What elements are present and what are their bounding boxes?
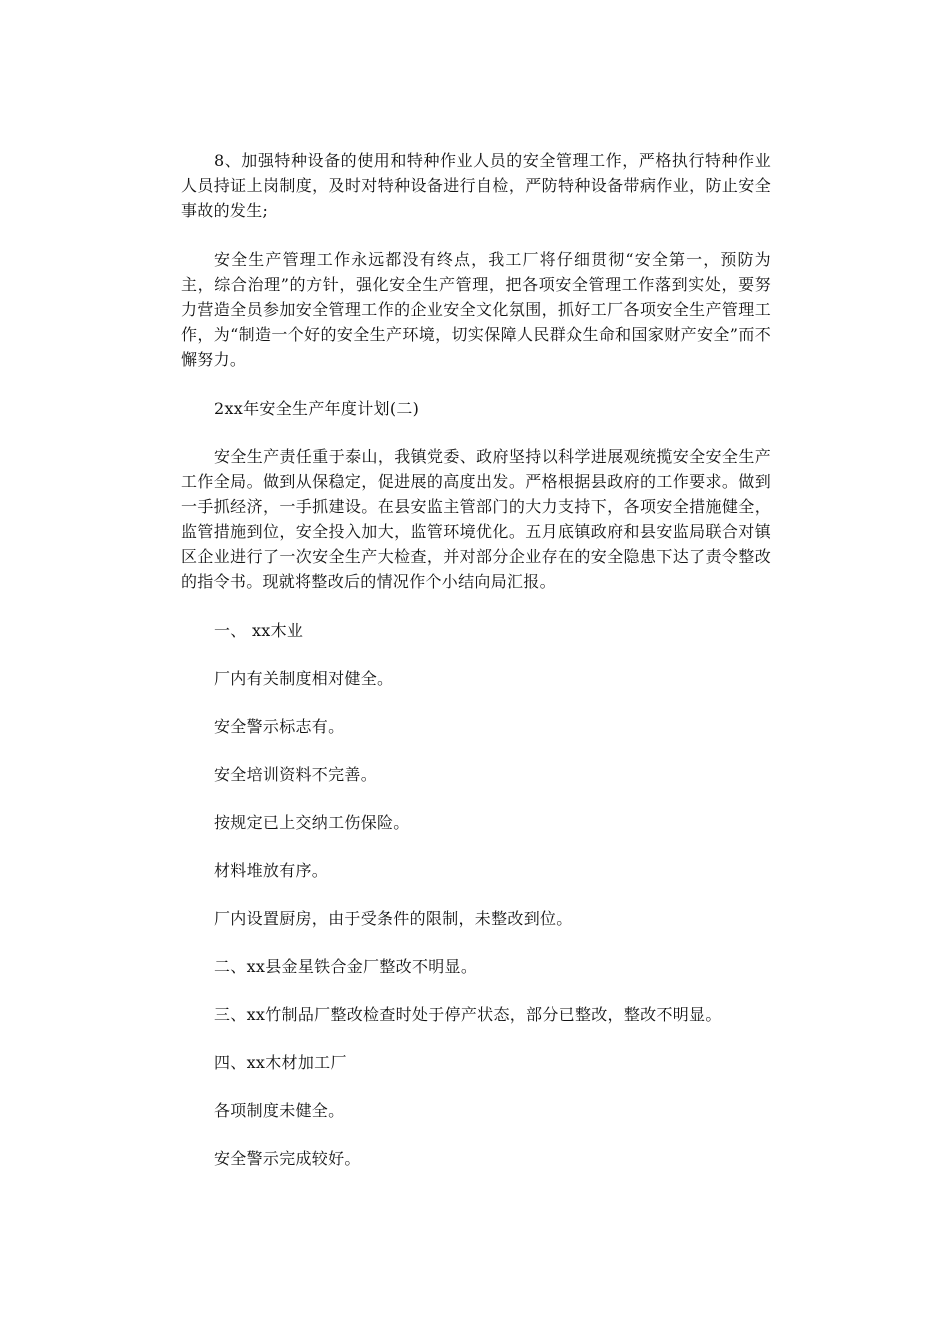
paragraph-item-8: 8、加强特种设备的使用和特种作业人员的安全管理工作，严格执行特种作业人员持证上岗制度，及时对特种设备进行自检，严防特种设备带病作业，防止安全事故的发生; [181, 151, 771, 220]
list-item: 各项制度未健全。 [214, 1101, 345, 1120]
list-item: 安全培训资料不完善。 [214, 765, 378, 784]
heading-company-1: 一、 xx木业 [214, 621, 304, 640]
document-body [181, 148, 771, 1194]
list-item: 安全警示标志有。 [214, 717, 345, 736]
list-item: 材料堆放有序。 [214, 861, 329, 880]
heading-company-3: 三、xx竹制品厂整改检查时处于停产状态，部分已整改，整改不明显。 [214, 1005, 722, 1024]
heading-company-4: 四、xx木材加工厂 [214, 1053, 347, 1072]
section-title: 2xx年安全生产年度计划(二) [214, 399, 420, 418]
paragraph-summary: 安全生产管理工作永远都没有终点，我工厂将仔细贯彻“安全第一，预防为主，综合治理”的方针，强化安全生产管理，把各项安全管理工作落到实处，要努力营造全员参加安全管理工作的企业安全文化氛围，抓好工厂各项安全生产管理工作，为“制造一个好的安全生产环境，切实保障人民群众生命和国家财产安全”而不懈努力。 [181, 250, 771, 369]
list-item: 厂内设置厨房，由于受条件的限制，未整改到位。 [214, 909, 573, 928]
heading-company-2: 二、xx县金星铁合金厂整改不明显。 [214, 957, 478, 976]
list-item: 安全警示完成较好。 [214, 1149, 361, 1168]
list-item: 厂内有关制度相对健全。 [214, 669, 394, 688]
paragraph-intro: 安全生产责任重于泰山，我镇党委、政府坚持以科学进展观统揽安全安全生产工作全局。做到从保稳定，促进展的高度出发。严格根据县政府的工作要求。做到一手抓经济，一手抓建设。在县安监主管部门的大力支持下，各项安全措施健全，监管措施到位，安全投入加大，监管环境优化。五月底镇政府和县安监局联合对镇区企业进行了一次安全生产大检查，并对部分企业存在的安全隐患下达了责令整改的指令书。现就将整改后的情况作个小结向局汇报。 [181, 447, 771, 591]
list-item: 按规定已上交纳工伤保险。 [214, 813, 410, 832]
